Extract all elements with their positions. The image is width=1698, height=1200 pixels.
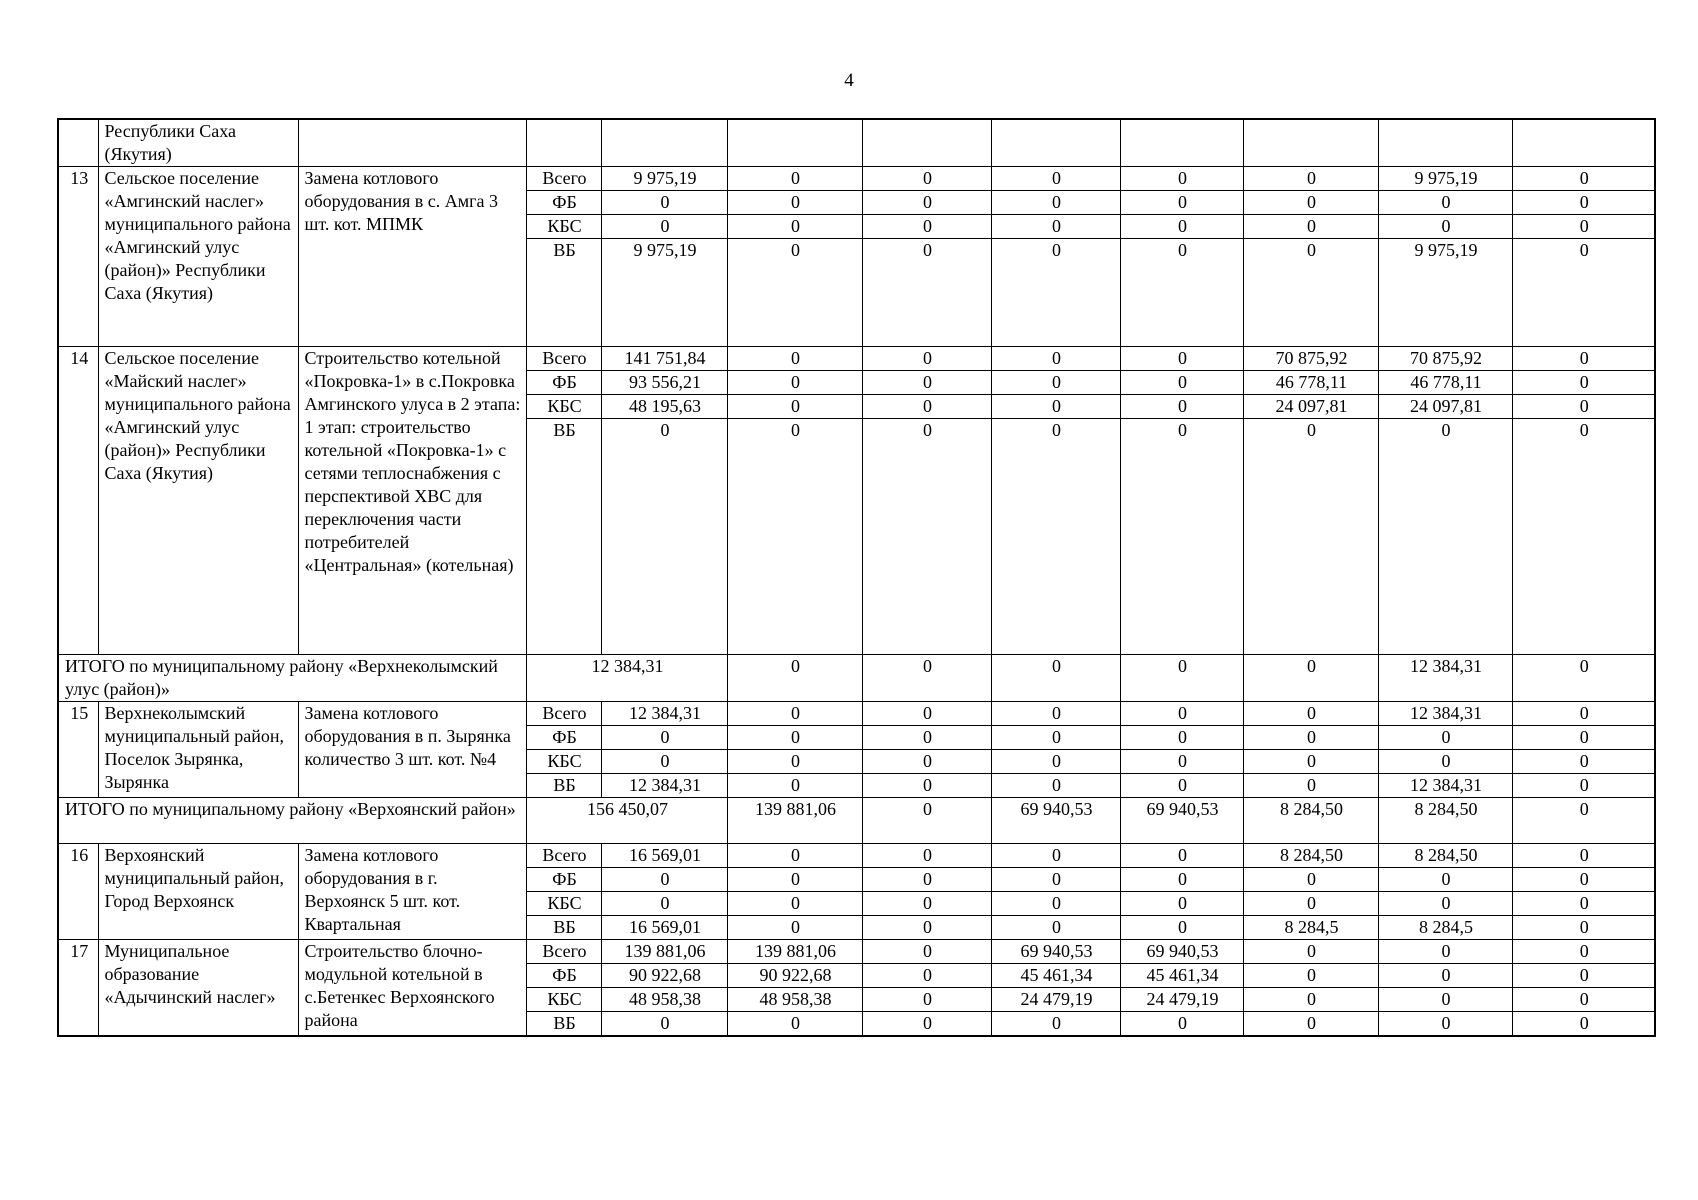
funding-value: 0 [991, 239, 1120, 347]
funding-value: 0 [862, 215, 991, 239]
funding-value: 24 097,81 [1378, 395, 1512, 419]
project-description: Строительство блочно-модульной котельной в с.Бетенкес Верхоянского района [298, 940, 526, 1037]
funding-value: 0 [601, 215, 727, 239]
municipality-name: Сельское поселение «Амгинский наслег» муниципального района «Амгинский улус (район)» Республики Саха (Якутия) [98, 167, 298, 347]
funding-value: 16 569,01 [601, 844, 727, 868]
funding-value: 0 [1378, 940, 1512, 964]
funding-value: 0 [1120, 916, 1243, 940]
total-value: 0 [1243, 655, 1378, 702]
total-value: 0 [727, 655, 862, 702]
funding-value: 0 [991, 419, 1120, 655]
funding-value: 0 [1120, 239, 1243, 347]
funding-value: 0 [1512, 892, 1655, 916]
funding-value: 0 [862, 167, 991, 191]
funding-source: ВБ [526, 1012, 601, 1037]
funding-value: 0 [1120, 868, 1243, 892]
funding-value: 0 [727, 868, 862, 892]
funding-value: 0 [862, 940, 991, 964]
funding-value: 0 [1120, 371, 1243, 395]
cell-value [862, 119, 991, 167]
funding-value: 90 922,68 [601, 964, 727, 988]
funding-value: 0 [1243, 1012, 1378, 1037]
funding-value: 8 284,5 [1378, 916, 1512, 940]
funding-value: 0 [1378, 750, 1512, 774]
funding-value: 24 479,19 [1120, 988, 1243, 1012]
funding-value: 0 [727, 347, 862, 371]
table-row [58, 167, 1655, 191]
funding-value: 0 [1512, 988, 1655, 1012]
funding-source: ФБ [526, 191, 601, 215]
funding-value: 70 875,92 [1243, 347, 1378, 371]
funding-value: 0 [1512, 1012, 1655, 1037]
total-value: 0 [1512, 798, 1655, 844]
funding-value: 0 [1512, 167, 1655, 191]
cell-value [601, 119, 727, 167]
funding-value: 0 [727, 371, 862, 395]
funding-value: 0 [862, 750, 991, 774]
total-value: 8 284,50 [1243, 798, 1378, 844]
funding-value: 70 875,92 [1378, 347, 1512, 371]
funding-value: 0 [862, 916, 991, 940]
funding-value: 0 [601, 191, 727, 215]
row-number: 14 [58, 347, 98, 655]
funding-value: 24 097,81 [1243, 395, 1378, 419]
funding-value: 0 [1120, 844, 1243, 868]
funding-value: 0 [862, 868, 991, 892]
funding-value: 0 [1120, 774, 1243, 798]
funding-value: 0 [991, 892, 1120, 916]
total-label: ИТОГО по муниципальному району «Верхоянский район» [58, 798, 526, 844]
total-value: 156 450,07 [526, 798, 727, 844]
funding-value: 0 [727, 892, 862, 916]
funding-value: 0 [1120, 167, 1243, 191]
total-value: 12 384,31 [1378, 655, 1512, 702]
funding-value: 0 [727, 916, 862, 940]
funding-source: КБС [526, 215, 601, 239]
total-value: 8 284,50 [1378, 798, 1512, 844]
funding-value: 0 [601, 750, 727, 774]
funding-source: Всего [526, 347, 601, 371]
funding-source: ВБ [526, 419, 601, 655]
funding-value: 0 [727, 239, 862, 347]
funding-value: 12 384,31 [1378, 774, 1512, 798]
funding-value: 0 [1243, 215, 1378, 239]
funding-value: 0 [1512, 844, 1655, 868]
funding-value: 0 [1378, 726, 1512, 750]
funding-value: 0 [1512, 726, 1655, 750]
funding-value: 0 [1243, 988, 1378, 1012]
funding-value: 0 [991, 215, 1120, 239]
funding-value: 0 [1512, 239, 1655, 347]
funding-value: 69 940,53 [1120, 940, 1243, 964]
funding-value: 0 [991, 1012, 1120, 1037]
funding-value: 9 975,19 [1378, 239, 1512, 347]
funding-value: 0 [1243, 726, 1378, 750]
funding-value: 0 [1120, 726, 1243, 750]
total-value: 69 940,53 [1120, 798, 1243, 844]
funding-value: 0 [1243, 191, 1378, 215]
funding-value: 0 [1378, 988, 1512, 1012]
funding-source: Всего [526, 844, 601, 868]
row-number: 17 [58, 940, 98, 1037]
funding-value: 0 [1120, 892, 1243, 916]
funding-value: 0 [1512, 916, 1655, 940]
funding-value: 0 [727, 215, 862, 239]
cell-value [1378, 119, 1512, 167]
funding-value: 69 940,53 [991, 940, 1120, 964]
table-row-total [58, 655, 1655, 702]
funding-source: Всего [526, 167, 601, 191]
funding-value: 9 975,19 [1378, 167, 1512, 191]
funding-value: 0 [1243, 750, 1378, 774]
funding-value: 0 [991, 844, 1120, 868]
funding-source: ФБ [526, 868, 601, 892]
funding-value: 0 [991, 371, 1120, 395]
table-row [58, 940, 1655, 964]
funding-value: 24 479,19 [991, 988, 1120, 1012]
funding-value: 12 384,31 [1378, 702, 1512, 726]
funding-source: КБС [526, 395, 601, 419]
funding-value: 46 778,11 [1243, 371, 1378, 395]
total-value: 69 940,53 [991, 798, 1120, 844]
funding-value: 0 [1120, 191, 1243, 215]
municipality-name: Верхоянский муниципальный район, Город Верхоянск [98, 844, 298, 940]
funding-source: ФБ [526, 964, 601, 988]
financing-table [57, 118, 1656, 1037]
table-row [58, 702, 1655, 726]
total-value: 0 [1512, 655, 1655, 702]
total-value: 139 881,06 [727, 798, 862, 844]
funding-value: 0 [601, 726, 727, 750]
funding-value: 0 [862, 371, 991, 395]
total-value: 0 [991, 655, 1120, 702]
table-row-total [58, 798, 1655, 844]
row-number: 16 [58, 844, 98, 940]
funding-value: 0 [1512, 774, 1655, 798]
funding-value: 0 [601, 419, 727, 655]
project-description: Замена котлового оборудования в п. Зырянка количество 3 шт. кот. №4 [298, 702, 526, 798]
funding-value: 12 384,31 [601, 702, 727, 726]
funding-source: Всего [526, 702, 601, 726]
funding-value: 0 [1512, 191, 1655, 215]
funding-value: 0 [1243, 892, 1378, 916]
funding-value: 0 [1512, 964, 1655, 988]
total-label: ИТОГО по муниципальному району «Верхнеколымский улус (район)» [58, 655, 526, 702]
funding-value: 0 [1120, 750, 1243, 774]
total-value: 12 384,31 [526, 655, 727, 702]
funding-value: 0 [1120, 215, 1243, 239]
table-row-continued [58, 119, 1655, 167]
funding-source: КБС [526, 988, 601, 1012]
funding-source: ФБ [526, 371, 601, 395]
funding-value: 0 [1378, 964, 1512, 988]
funding-value: 0 [1243, 964, 1378, 988]
funding-value: 0 [991, 191, 1120, 215]
funding-value: 0 [1512, 419, 1655, 655]
funding-value: 0 [862, 419, 991, 655]
cell-name: Республики Саха (Якутия) [98, 119, 298, 167]
funding-value: 0 [1378, 1012, 1512, 1037]
total-value: 0 [1120, 655, 1243, 702]
funding-value: 93 556,21 [601, 371, 727, 395]
funding-value: 0 [862, 1012, 991, 1037]
funding-source: ВБ [526, 774, 601, 798]
funding-value: 0 [727, 844, 862, 868]
funding-value: 0 [727, 395, 862, 419]
page-number: 4 [844, 70, 854, 91]
funding-value: 0 [601, 1012, 727, 1037]
funding-value: 46 778,11 [1378, 371, 1512, 395]
project-description: Строительство котельной «Покровка-1» в с.Покровка Амгинского улуса в 2 этапа: 1 этап: строительство котельной «Покровка-1» с сетями теплоснабжения с перспективой ХВС для переключения части потребителей «Центральная» (котельная) [298, 347, 526, 655]
funding-value: 0 [991, 167, 1120, 191]
funding-value: 0 [862, 774, 991, 798]
funding-value: 0 [862, 395, 991, 419]
funding-value: 0 [727, 191, 862, 215]
funding-value: 0 [601, 892, 727, 916]
funding-value: 48 195,63 [601, 395, 727, 419]
cell-value [1512, 119, 1655, 167]
funding-source: КБС [526, 750, 601, 774]
funding-value: 0 [862, 726, 991, 750]
funding-value: 0 [1120, 1012, 1243, 1037]
funding-value: 0 [862, 844, 991, 868]
funding-source: Всего [526, 940, 601, 964]
funding-value: 0 [1512, 750, 1655, 774]
funding-value: 0 [1512, 702, 1655, 726]
funding-value: 0 [1120, 419, 1243, 655]
funding-value: 0 [1120, 395, 1243, 419]
funding-value: 0 [991, 702, 1120, 726]
funding-value: 0 [991, 774, 1120, 798]
funding-value: 0 [1512, 940, 1655, 964]
funding-value: 141 751,84 [601, 347, 727, 371]
funding-value: 0 [601, 868, 727, 892]
funding-value: 48 958,38 [727, 988, 862, 1012]
funding-value: 0 [1512, 347, 1655, 371]
funding-value: 45 461,34 [991, 964, 1120, 988]
funding-value: 90 922,68 [727, 964, 862, 988]
funding-value: 0 [991, 726, 1120, 750]
table-body [58, 119, 1655, 1036]
funding-value: 0 [1512, 371, 1655, 395]
funding-value: 0 [1243, 868, 1378, 892]
cell-kind [526, 119, 601, 167]
funding-source: ВБ [526, 239, 601, 347]
funding-value: 0 [727, 774, 862, 798]
funding-value: 0 [1378, 892, 1512, 916]
funding-value: 0 [862, 988, 991, 1012]
funding-value: 0 [727, 750, 862, 774]
funding-value: 8 284,5 [1243, 916, 1378, 940]
funding-value: 0 [1243, 774, 1378, 798]
funding-value: 0 [1512, 215, 1655, 239]
funding-value: 139 881,06 [601, 940, 727, 964]
funding-value: 0 [1378, 868, 1512, 892]
funding-value: 0 [1378, 215, 1512, 239]
total-value: 0 [862, 798, 991, 844]
funding-value: 0 [862, 702, 991, 726]
funding-value: 0 [862, 239, 991, 347]
municipality-name: Муниципальное образование «Адычинский наслег» [98, 940, 298, 1037]
cell-value [991, 119, 1120, 167]
funding-value: 0 [862, 191, 991, 215]
cell-value [1243, 119, 1378, 167]
row-number: 15 [58, 702, 98, 798]
funding-value: 0 [991, 395, 1120, 419]
funding-value: 0 [727, 1012, 862, 1037]
row-number: 13 [58, 167, 98, 347]
funding-value: 0 [1378, 191, 1512, 215]
project-description: Замена котлового оборудования в с. Амга 3 шт. кот. МПМК [298, 167, 526, 347]
project-description: Замена котлового оборудования в г. Верхоянск 5 шт. кот. Квартальная [298, 844, 526, 940]
table-row [58, 347, 1655, 371]
funding-value: 0 [727, 167, 862, 191]
funding-value: 9 975,19 [601, 167, 727, 191]
funding-value: 0 [991, 916, 1120, 940]
funding-value: 45 461,34 [1120, 964, 1243, 988]
funding-source: ФБ [526, 726, 601, 750]
funding-value: 0 [991, 750, 1120, 774]
funding-source: ВБ [526, 916, 601, 940]
funding-value: 0 [1120, 702, 1243, 726]
funding-value: 0 [862, 347, 991, 371]
funding-value: 0 [862, 964, 991, 988]
funding-value: 0 [1243, 702, 1378, 726]
funding-value: 0 [1120, 347, 1243, 371]
funding-value: 12 384,31 [601, 774, 727, 798]
funding-value: 48 958,38 [601, 988, 727, 1012]
funding-value: 0 [1243, 940, 1378, 964]
municipality-name: Верхнеколымский муниципальный район, Поселок Зырянка, Зырянка [98, 702, 298, 798]
funding-value: 9 975,19 [601, 239, 727, 347]
funding-value: 139 881,06 [727, 940, 862, 964]
funding-value: 0 [727, 726, 862, 750]
funding-value: 0 [727, 419, 862, 655]
funding-source: КБС [526, 892, 601, 916]
funding-value: 0 [727, 702, 862, 726]
cell-value [727, 119, 862, 167]
funding-value: 0 [1512, 395, 1655, 419]
cell-nr [58, 119, 98, 167]
funding-value: 16 569,01 [601, 916, 727, 940]
municipality-name: Сельское поселение «Майский наслег» муниципального района «Амгинский улус (район)» Республики Саха (Якутия) [98, 347, 298, 655]
funding-value: 8 284,50 [1243, 844, 1378, 868]
funding-value: 0 [862, 892, 991, 916]
funding-value: 0 [991, 347, 1120, 371]
funding-value: 0 [1243, 419, 1378, 655]
total-value: 0 [862, 655, 991, 702]
funding-value: 0 [1243, 239, 1378, 347]
funding-value: 8 284,50 [1378, 844, 1512, 868]
cell-value [1120, 119, 1243, 167]
funding-value: 0 [991, 868, 1120, 892]
cell-desc [298, 119, 526, 167]
funding-value: 0 [1378, 419, 1512, 655]
funding-value: 0 [1512, 868, 1655, 892]
table-row [58, 844, 1655, 868]
funding-value: 0 [1243, 167, 1378, 191]
